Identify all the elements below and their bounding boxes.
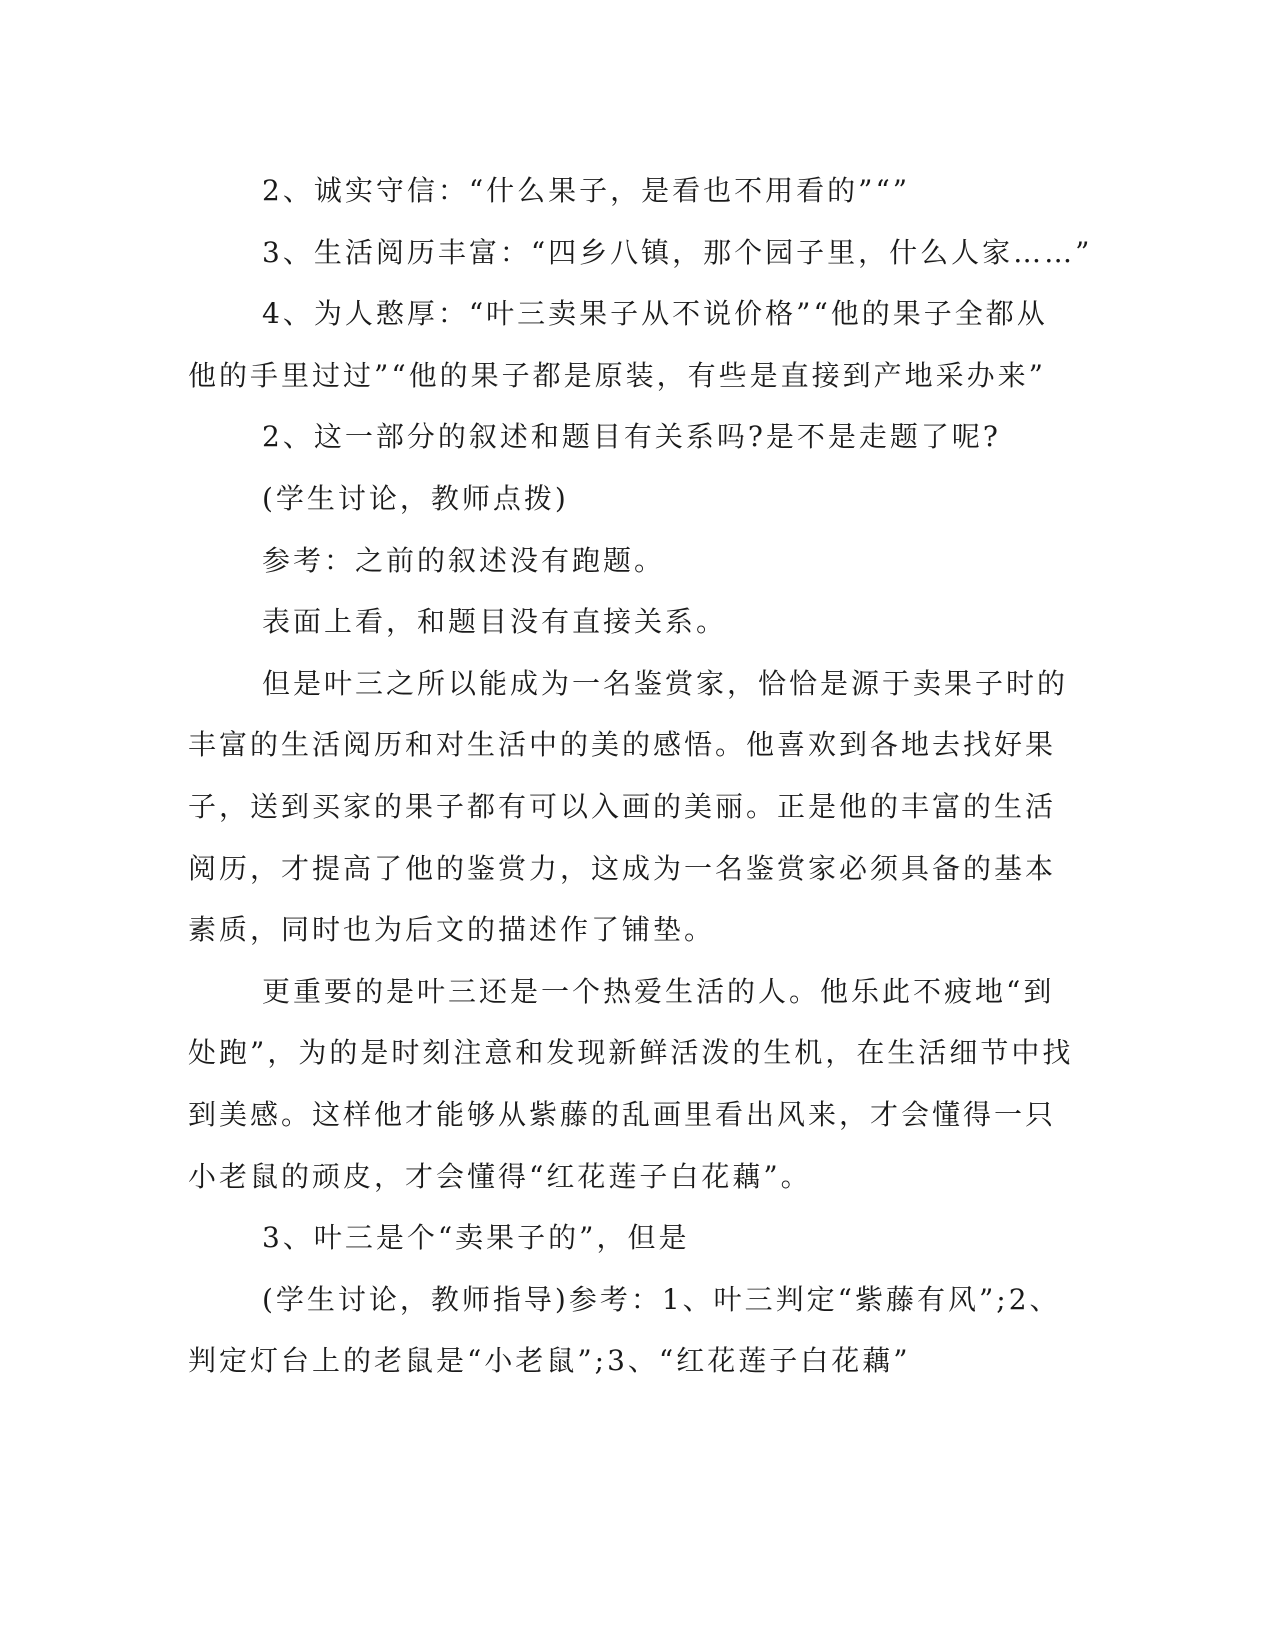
paragraph-love-of-life: 更重要的是叶三还是一个热爱生活的人。他乐此不疲地“到处跑”，为的是时刻注意和发现新鲜活泼的生机，在生活细节中找到美感。这样他才能够从紫藤的乱画里看出风来，才会懂得一只小老鼠的顽皮，才会懂得“红花莲子白花藕”。 <box>188 974 1074 1193</box>
paragraph-surface: 表面上看，和题目没有直接关系。 <box>262 605 728 639</box>
paragraph-experience: 3、生活阅历丰富：“四乡八镇，那个园子里，什么人家……” <box>262 235 1093 269</box>
paragraph-analysis: 但是叶三之所以能成为一名鉴赏家，恰恰是源于卖果子时的丰富的生活阅历和对生活中的美的感悟。他喜欢到各地去找好果子，送到买家的果子都有可以入画的美丽。正是他的丰富的生活阅历，才提高了他的鉴赏力，这成为一名鉴赏家必须具备的基本素质，同时也为后文的描述作了铺垫。 <box>188 666 1069 947</box>
paragraph-reference: 参考：之前的叙述没有跑题。 <box>262 543 666 577</box>
paragraph-question-2: 2、这一部分的叙述和题目有关系吗?是不是走题了呢? <box>262 420 1001 454</box>
document-body <box>188 160 1093 1392</box>
paragraph-honest-character: 4、为人憨厚：“叶三卖果子从不说价格”“他的果子全都从他的手里过过”“他的果子都是原装，有些是直接到产地采办来” <box>188 297 1048 392</box>
paragraph-discussion-note: (学生讨论，教师点拨) <box>262 481 569 515</box>
paragraph-honesty: 2、诚实守信：“什么果子，是看也不用看的”“” <box>262 174 911 207</box>
paragraph-question-3: 3、叶三是个“卖果子的”，但是 <box>262 1221 690 1255</box>
paragraph-guidance: (学生讨论，教师指导)参考：1、叶三判定“紫藤有风”;2、判定灯台上的老鼠是“小老鼠”;3、“红花莲子白花藕” <box>188 1282 1061 1378</box>
